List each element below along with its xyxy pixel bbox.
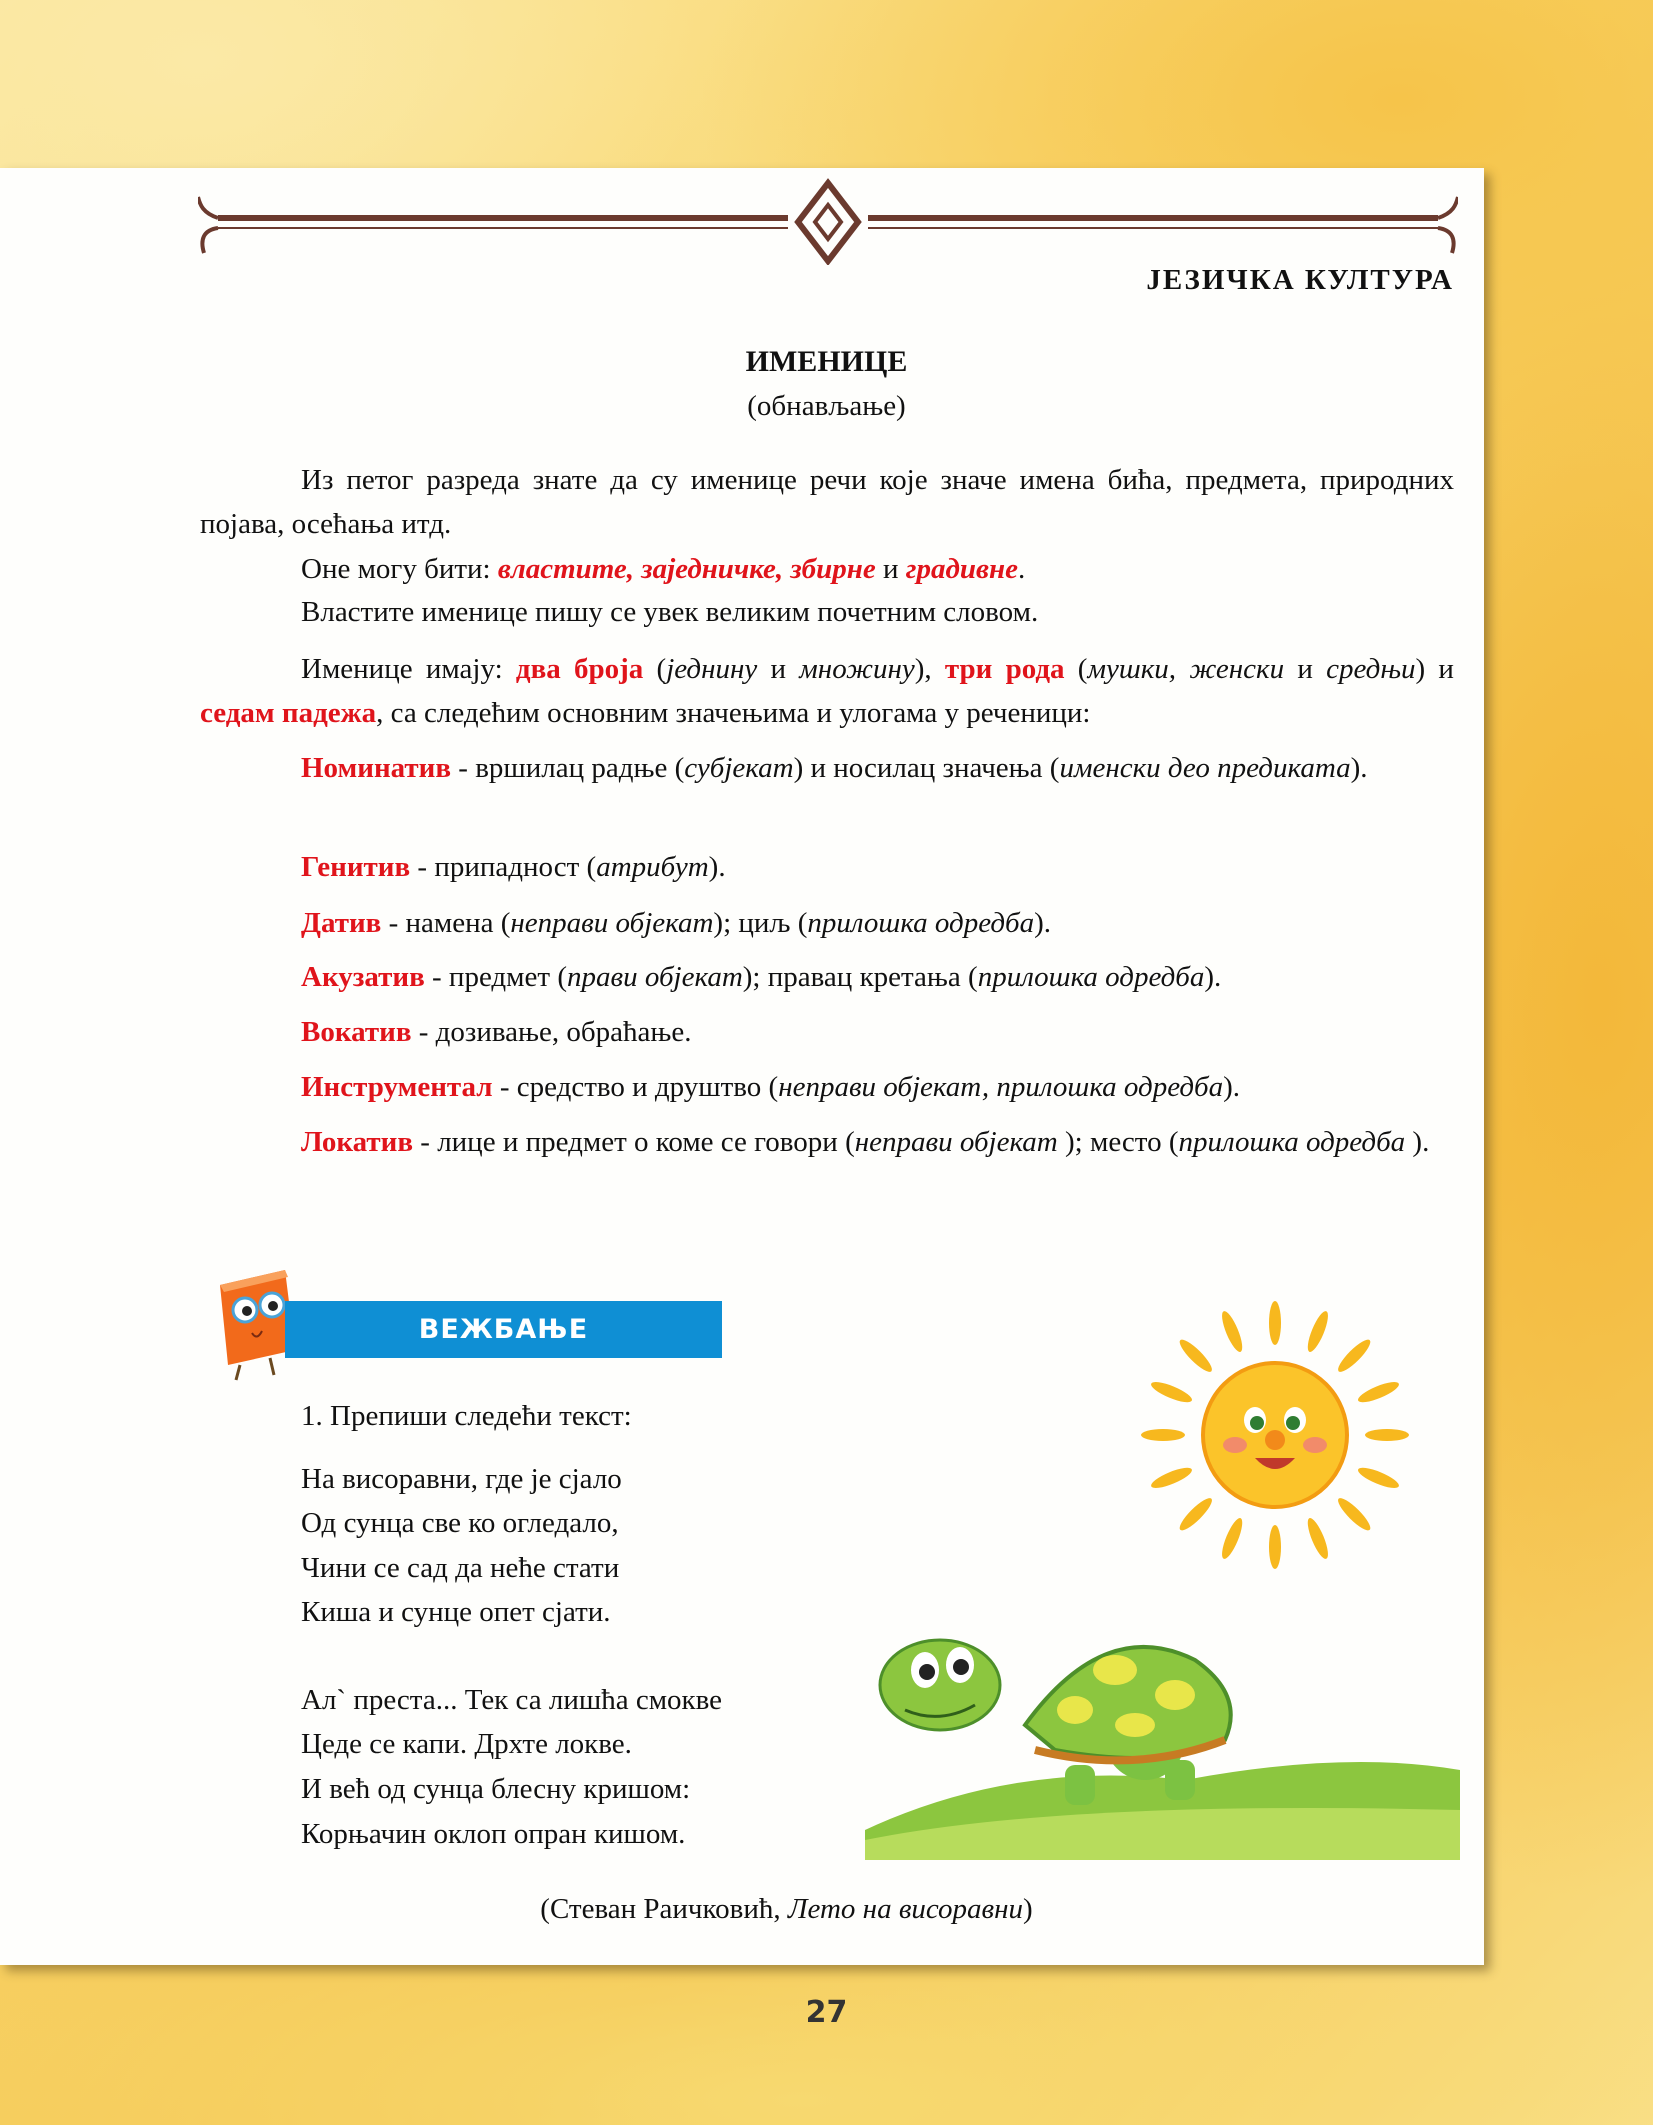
text-segment: - средство и друштво (	[492, 1071, 779, 1103]
poem-line: Од сунца све ко огледало,	[301, 1507, 619, 1539]
sun-ray	[1304, 1309, 1332, 1354]
text-segment: и	[1284, 653, 1327, 685]
page-subtitle: (обнављање)	[747, 390, 906, 422]
body-paragraph	[200, 1010, 1454, 1054]
citation-author: (Стеван Раичковић,	[540, 1893, 788, 1925]
italic-term: атрибут	[596, 851, 709, 883]
turtle-illustration	[865, 1600, 1460, 1860]
text-segment: - лице и предмет о коме се говори (	[413, 1126, 855, 1158]
body-paragraph	[200, 746, 1454, 790]
text-segment: - предмет (	[424, 961, 567, 993]
sun-ray	[1334, 1494, 1374, 1534]
sun-ray	[1218, 1516, 1246, 1561]
body-paragraph	[200, 955, 1454, 999]
highlighted-term: три рода	[944, 653, 1065, 685]
italic-term: прилошка одредба	[807, 907, 1035, 939]
sun-ray	[1365, 1429, 1409, 1441]
poem-line: Корњачин оклоп опран кишом.	[301, 1818, 686, 1850]
sun-ray	[1176, 1494, 1216, 1534]
text-segment: Именице имају:	[301, 653, 516, 685]
text-segment: - дозивање, обраћање.	[411, 1016, 692, 1048]
poem-line: На висоравни, где је сјало	[301, 1463, 622, 1495]
text-segment: ) и	[1415, 653, 1454, 685]
sun-ray	[1149, 1464, 1194, 1492]
italic-term: неправи објекат	[854, 1126, 1065, 1158]
highlighted-term: Акузатив	[301, 961, 425, 993]
text-segment: , са следећим основним значењима и улогама у реченици:	[376, 697, 1091, 729]
text-segment: Властите именице пишу се увек великим почетним словом.	[301, 596, 1039, 628]
poem-line: Чини се сад да неће стати	[301, 1552, 620, 1584]
sun-ray	[1218, 1309, 1246, 1354]
italic-term: неправи објекат	[510, 907, 714, 939]
text-segment: ),	[914, 653, 945, 685]
italic-term: именски део предиката	[1059, 752, 1351, 784]
body-paragraph	[200, 1120, 1454, 1164]
text-segment: ).	[1223, 1071, 1241, 1103]
text-segment: (	[1064, 653, 1088, 685]
sun-ray	[1176, 1336, 1216, 1376]
italic-term: множину	[799, 653, 915, 685]
poem-line: Киша и сунце опет сјати.	[301, 1596, 611, 1628]
text-segment: (	[643, 653, 667, 685]
text-segment: ) и носилац значења (	[793, 752, 1060, 784]
sun-ray	[1356, 1378, 1401, 1406]
text-segment: ).	[708, 851, 726, 883]
italic-term: једнину	[666, 653, 758, 685]
body-paragraph	[200, 901, 1454, 945]
sun-ray	[1304, 1516, 1332, 1561]
page-number: 27	[805, 1995, 848, 2030]
sun-ray	[1356, 1464, 1401, 1492]
highlighted-term: властите, заједничке, збирне	[497, 553, 876, 585]
highlighted-term: Номинатив	[301, 752, 452, 784]
poem-line: И већ од сунца блесну кришом:	[301, 1773, 691, 1805]
text-segment: ).	[1412, 1126, 1430, 1158]
sun-ray	[1269, 1525, 1281, 1569]
page-title: ИМЕНИЦЕ	[745, 345, 908, 378]
italic-term: прилошка одредба	[1178, 1126, 1413, 1158]
text-segment: ).	[1034, 907, 1052, 939]
text-segment: ).	[1204, 961, 1222, 993]
sun-ray	[1269, 1301, 1281, 1345]
sun-illustration	[1130, 1300, 1420, 1570]
poem-line: Ал` преста... Тек са лишћа смокве	[301, 1684, 723, 1716]
text-segment: ); место (	[1065, 1126, 1179, 1158]
body-paragraph	[200, 547, 1454, 591]
poem-line: Цеде се капи. Дрхте локве.	[301, 1728, 632, 1760]
italic-term: мушки, женски	[1087, 653, 1285, 685]
sun-ray	[1141, 1429, 1185, 1441]
highlighted-term: Инструментал	[301, 1071, 493, 1103]
text-segment: ); правац кретања (	[742, 961, 978, 993]
highlighted-term: Вокатив	[301, 1016, 412, 1048]
exercise-task: 1. Препиши следећи текст:	[301, 1400, 632, 1432]
highlighted-term: Датив	[301, 907, 382, 939]
exercise-banner: ВЕЖБАЊЕ	[285, 1301, 722, 1358]
citation-end: )	[1023, 1893, 1033, 1925]
poem-citation	[0, 1893, 1573, 1926]
header-ornament	[198, 175, 1458, 265]
text-segment: и	[875, 553, 906, 585]
italic-term: субјекат	[684, 752, 794, 784]
body-paragraph	[200, 845, 1454, 889]
italic-term: прави објекат	[567, 961, 743, 993]
text-segment: и	[757, 653, 800, 685]
body-paragraph	[200, 458, 1454, 546]
highlighted-term: градивне	[905, 553, 1018, 585]
text-segment: - вршилац радње (	[451, 752, 685, 784]
italic-term: прилошка одредба	[977, 961, 1205, 993]
sun-ray	[1149, 1378, 1194, 1406]
highlighted-term: Локатив	[301, 1126, 414, 1158]
text-segment: ); циљ (	[713, 907, 808, 939]
body-paragraph	[200, 647, 1454, 735]
text-segment: Из петог разреда знате да су именице речи које значе имена бића, предмета, природних појава, осећања итд.	[200, 464, 1454, 540]
highlighted-term: Генитив	[301, 851, 418, 883]
body-paragraph	[200, 1065, 1454, 1109]
highlighted-term: два броја	[515, 653, 644, 685]
text-segment: ).	[1350, 752, 1368, 784]
text-segment: - намена (	[381, 907, 511, 939]
section-heading: ЈЕЗИЧКА КУЛТУРА	[1146, 264, 1454, 296]
text-segment: .	[1017, 553, 1026, 585]
highlighted-term: седам падежа	[200, 697, 377, 729]
text-segment: - припадност (	[417, 851, 597, 883]
citation-title: Лето на висоравни	[787, 1893, 1024, 1925]
body-paragraph	[200, 590, 1454, 634]
sun-ray	[1334, 1336, 1374, 1376]
italic-term: неправи објекат, прилошка одредба	[778, 1071, 1224, 1103]
italic-term: средњи	[1326, 653, 1416, 685]
text-segment: Оне могу бити:	[301, 553, 498, 585]
